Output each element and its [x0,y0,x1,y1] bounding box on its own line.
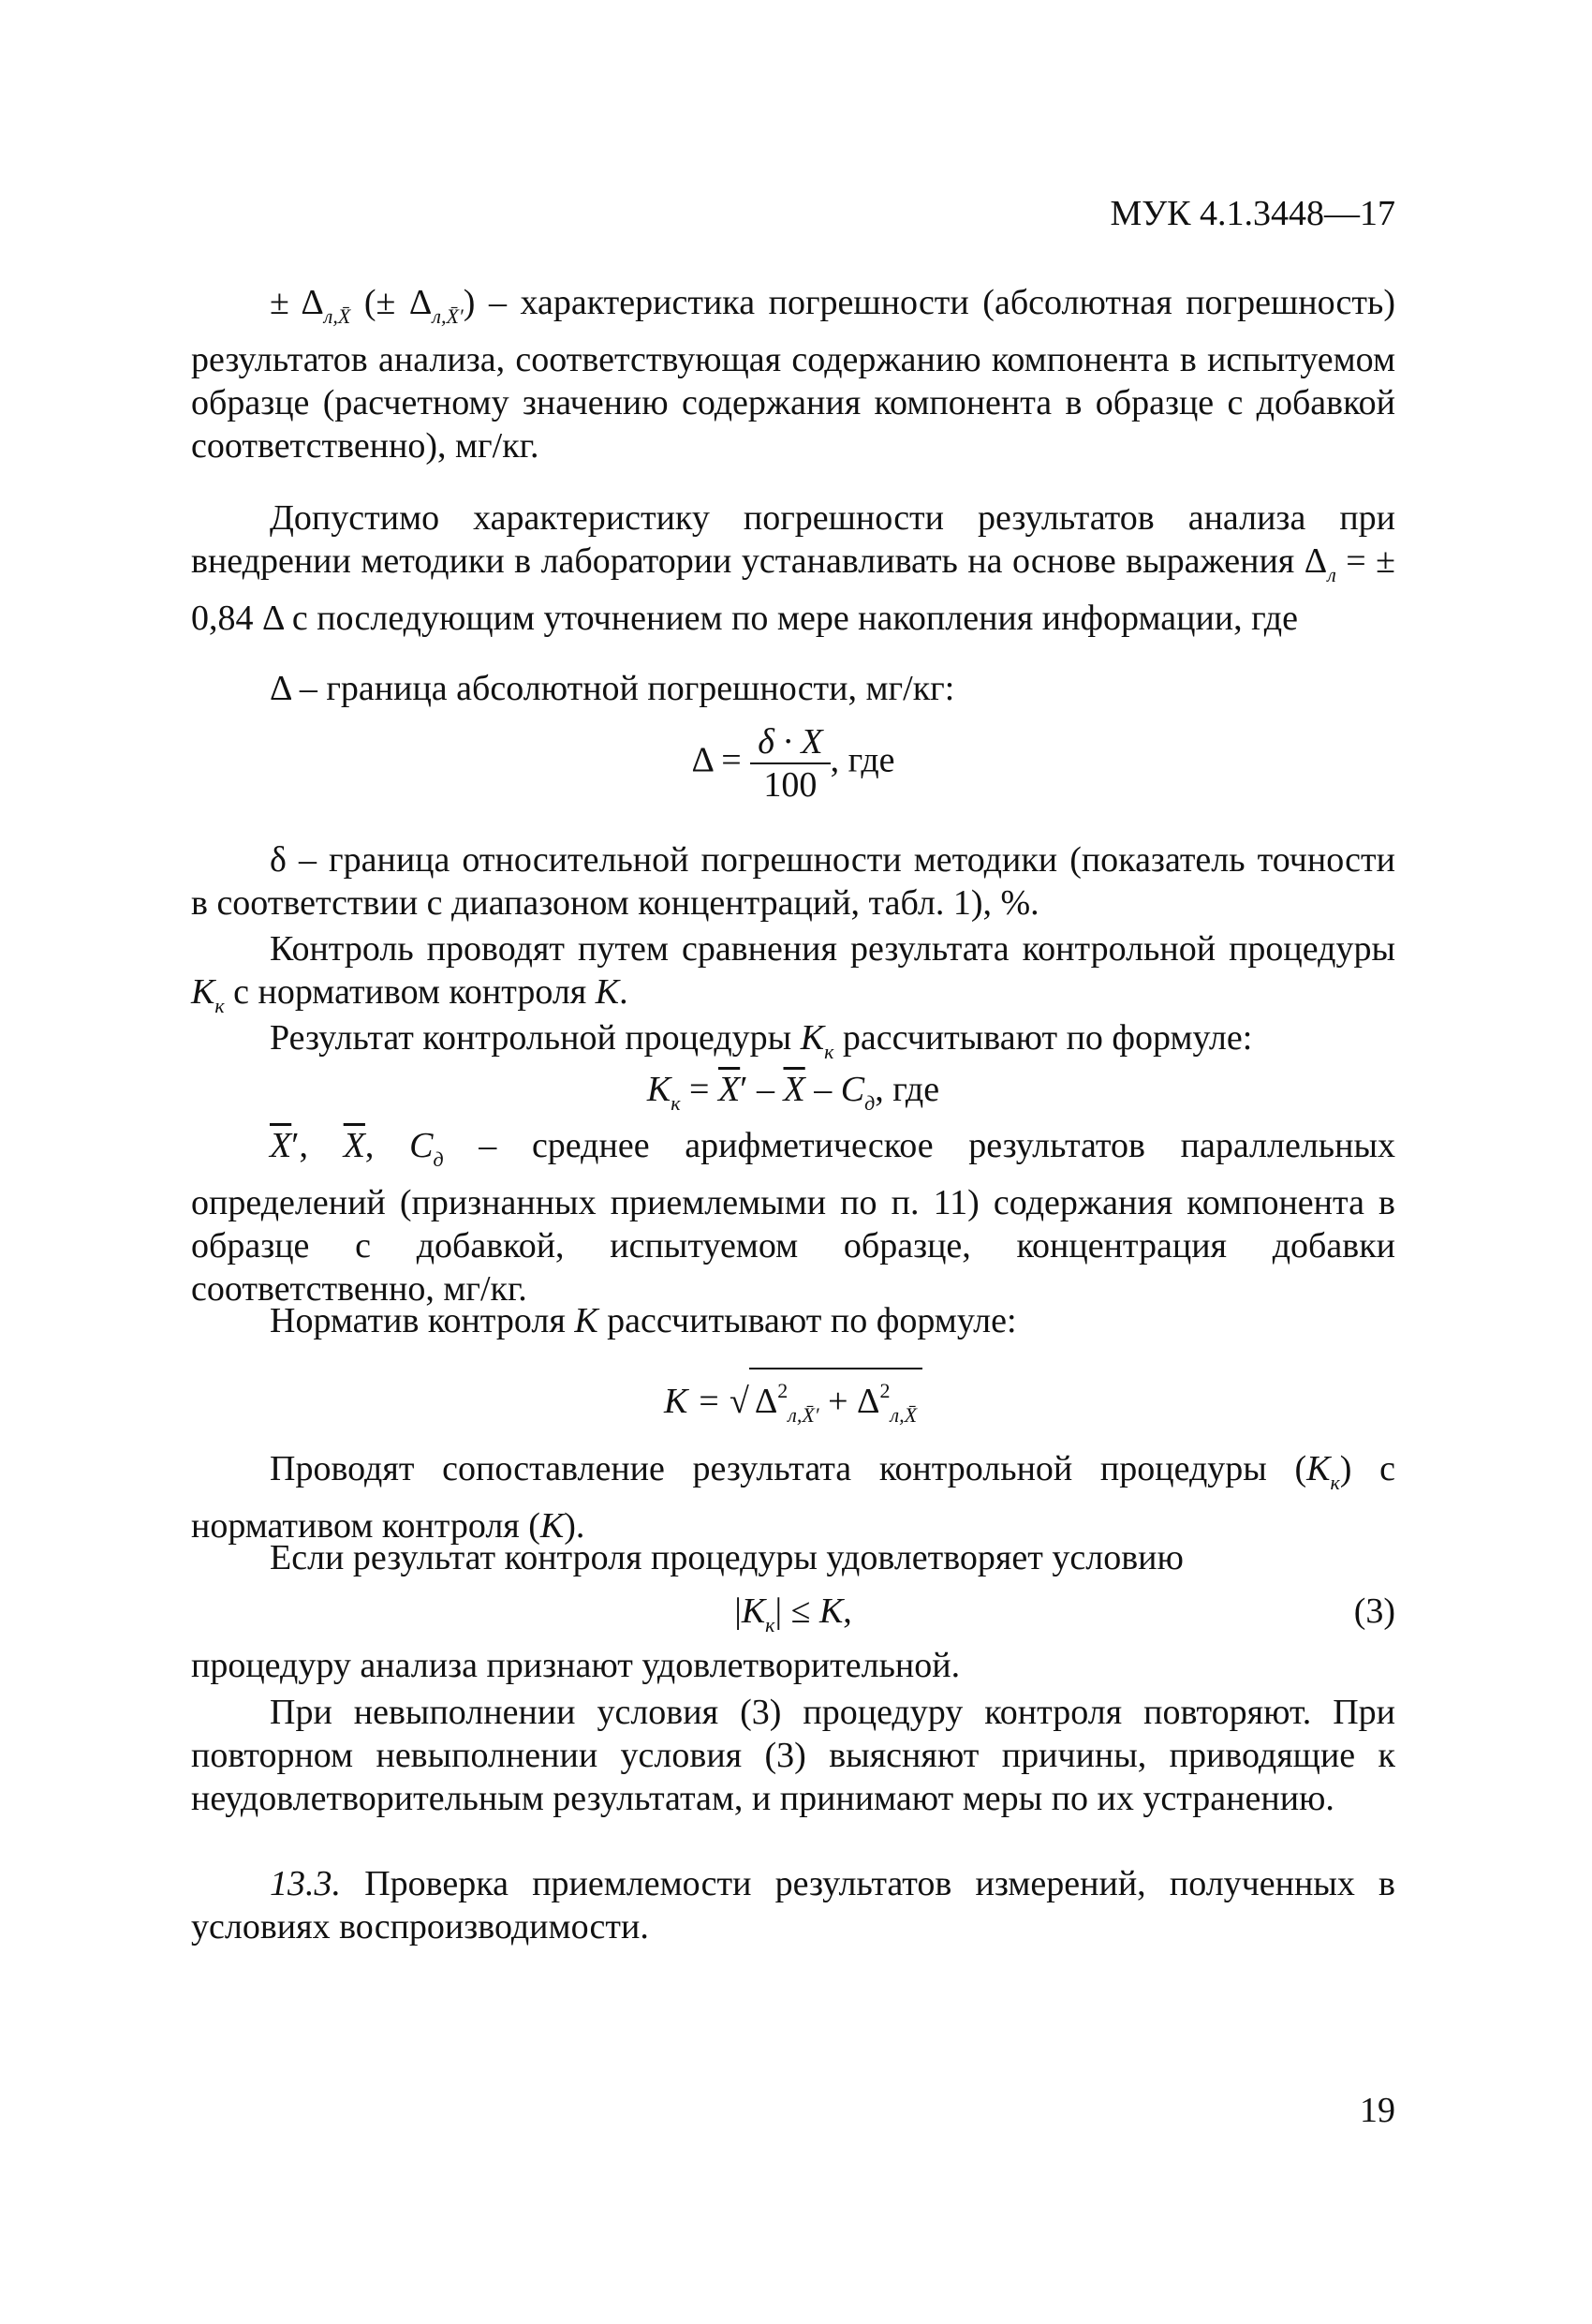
paragraph-text: – характеристика погрешности (абсолютная погрешность) результатов анализа, соответствующая содержанию компонента в испытуемом образце (расчетному значению содержания компонента в образце с добавкой соответственно), мг/кг. [191,283,1396,466]
paragraph-satisfactory: процедуру анализа признают удовлетворительной. [191,1646,961,1685]
fraction: $\frac{\delta \cdot X}{100}$ [750,721,830,806]
paragraph-permissible: Допустимо характеристику погрешности результатов анализа при внедрении методики в лаборатории устанавливать на основе выражения $\Delta_л$ = ± 0,84 Δ с последующим уточнением по мере накопления информации, где [191,498,1395,638]
paragraph-delta-bound: Δ – граница абсолютной погрешности, мг/кг: [270,669,955,708]
paragraph-control: Контроль проводят путем сравнения результата контрольной процедуры $K_к$ с нормативом контроля K. [191,929,1395,1017]
paragraph-delta-definition: ± $\Delta_{л,X̄}$ (± $\Delta_{л,X̄'}$) – характеристика погрешности (абсолютная погрешность) результатов анализа, соответствующая содержанию компонента в испытуемом образце (расчетному значению содержания компонента в образце с добавкой соответственно), мг/кг. [191,283,1396,466]
paragraph-compare: Проводят сопоставление результата контрольной процедуры $(K_к)$ с нормативом контроля (K). [191,1449,1395,1546]
sqrt-sign: √ [729,1382,749,1421]
paragraph-result-formula: Результат контрольной процедуры $K_к$ рассчитывают по формуле: [270,1018,1253,1063]
paragraph-if: Если результат контроля процедуры удовлетворяет условию [270,1538,1184,1577]
paragraph-section: 13.3. Проверка приемлемости результатов измерений, полученных в условиях воспроизводимости. [191,1864,1395,1947]
document-code-header: МУК 4.1.3448—17 [1110,194,1395,233]
formula-delta: Δ = $\frac{\delta \cdot X}{100}$ , где [691,722,895,805]
equation-number: (3) [1353,1591,1395,1631]
paragraph-means: $\overline{X}'$, $\overline{X}$, $C_д$ – среднее арифметическое результатов параллельных определений (признанных приемлемыми по п. 11) содержания компонента в образце с добавкой, испытуемом образце, концентрация добавки соответственно, мг/кг. [191,1126,1395,1309]
sqrt-content: $\Delta^2_{л,X̄'} + \Delta^2_{л,X̄}$ [749,1368,922,1437]
formula-kk: $K_к = \overline{X}' - \overline{X} - C_д$, где [646,1070,940,1115]
section-number: 13.3. [270,1864,341,1903]
page-number: 19 [1360,2091,1395,2130]
paragraph-delta-relative: δ – граница относительной погрешности методики (показатель точности в соответствии с диапазоном концентраций, табл. 1), %. [191,840,1395,923]
formula-condition: $|K_к| \le K$, [734,1591,852,1636]
paragraph-repeat: При невыполнении условия (3) процедуру контроля повторяют. При повторном невыполнении условия (3) выясняют причины, приводящие к неудовлетворительным результатам, и принимают меры по их устранению. [191,1693,1395,1818]
delta-symbol: ± Δ [270,283,324,322]
paragraph-norm: Норматив контроля K рассчитывают по формуле: [270,1301,1017,1340]
formula-k: K = √ $\Delta^2_{л,X̄'} + \Delta^2_{л,X̄}$ [191,1368,1395,1437]
